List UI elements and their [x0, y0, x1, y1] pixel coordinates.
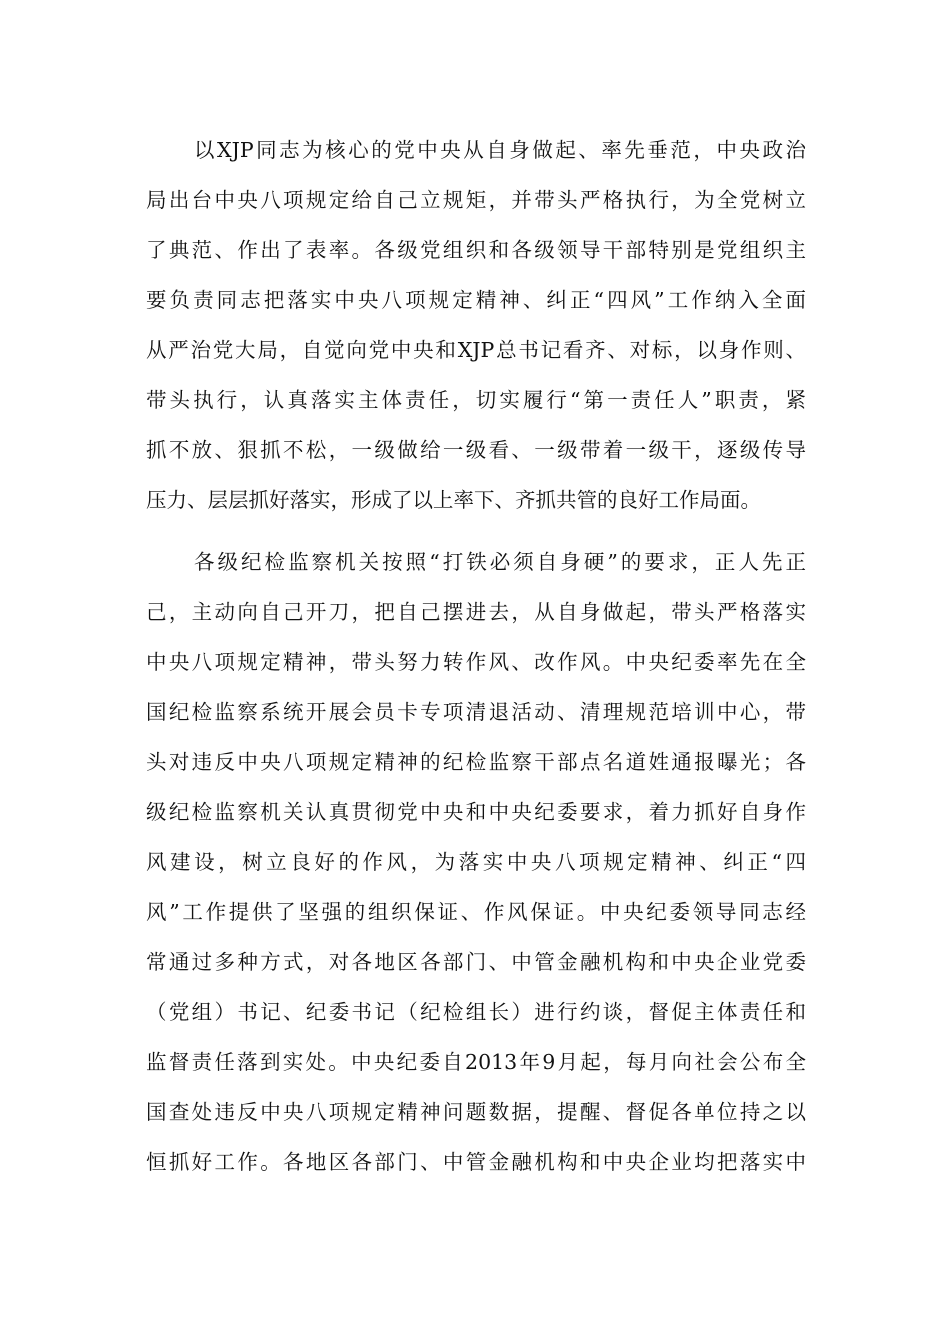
paragraph-1: [146, 125, 806, 525]
text-line: 头对违反中央八项规定精神的纪检监察干部点名道姓通报曝光；各: [146, 750, 806, 774]
text-line: 己，主动向自己开刀，把自己摆进去，从自身做起，带头严格落实: [146, 600, 806, 624]
text-line: 以XJP同志为核心的党中央从自身做起、率先垂范，中央政治: [194, 138, 806, 162]
text-line: 各级纪检监察机关按照“打铁必须自身硬”的要求，正人先正: [194, 550, 806, 574]
text-line: 了典范、作出了表率。各级党组织和各级领导干部特别是党组织主: [146, 238, 806, 262]
text-line: 级纪检监察机关认真贯彻党中央和中央纪委要求，着力抓好自身作: [146, 800, 806, 824]
text-line: 抓不放、狠抓不松，一级做给一级看、一级带着一级干，逐级传导: [146, 438, 806, 462]
text-line: 监督责任落到实处。中央纪委自2013年9月起，每月向社会公布全: [146, 1050, 806, 1074]
text-line: 中央八项规定精神，带头努力转作风、改作风。中央纪委率先在全: [146, 650, 806, 674]
text-line: 风”工作提供了坚强的组织保证、作风保证。中央纪委领导同志经: [146, 900, 806, 924]
text-line: 国纪检监察系统开展会员卡专项清退活动、清理规范培训中心，带: [146, 700, 806, 724]
paragraph-2: [146, 537, 806, 1187]
document-body: [146, 125, 806, 1187]
text-line: 风建设，树立良好的作风，为落实中央八项规定精神、纠正“四: [146, 850, 806, 874]
text-line: 常通过多种方式，对各地区各部门、中管金融机构和中央企业党委: [146, 950, 806, 974]
text-line: 压力、层层抓好落实，形成了以上率下、齐抓共管的良好工作局面。: [146, 488, 761, 512]
text-line: 带头执行，认真落实主体责任，切实履行“第一责任人”职责，紧: [146, 388, 806, 412]
text-line: （党组）书记、纪委书记（纪检组长）进行约谈，督促主体责任和: [146, 1000, 806, 1024]
text-line: 局出台中央八项规定给自己立规矩，并带头严格执行，为全党树立: [146, 188, 806, 212]
text-line: 从严治党大局，自觉向党中央和XJP总书记看齐、对标，以身作则、: [146, 338, 806, 362]
text-line: 国查处违反中央八项规定精神问题数据，提醒、督促各单位持之以: [146, 1100, 806, 1124]
text-line: 恒抓好工作。各地区各部门、中管金融机构和中央企业均把落实中: [146, 1150, 806, 1174]
text-line: 要负责同志把落实中央八项规定精神、纠正“四风”工作纳入全面: [146, 288, 806, 312]
